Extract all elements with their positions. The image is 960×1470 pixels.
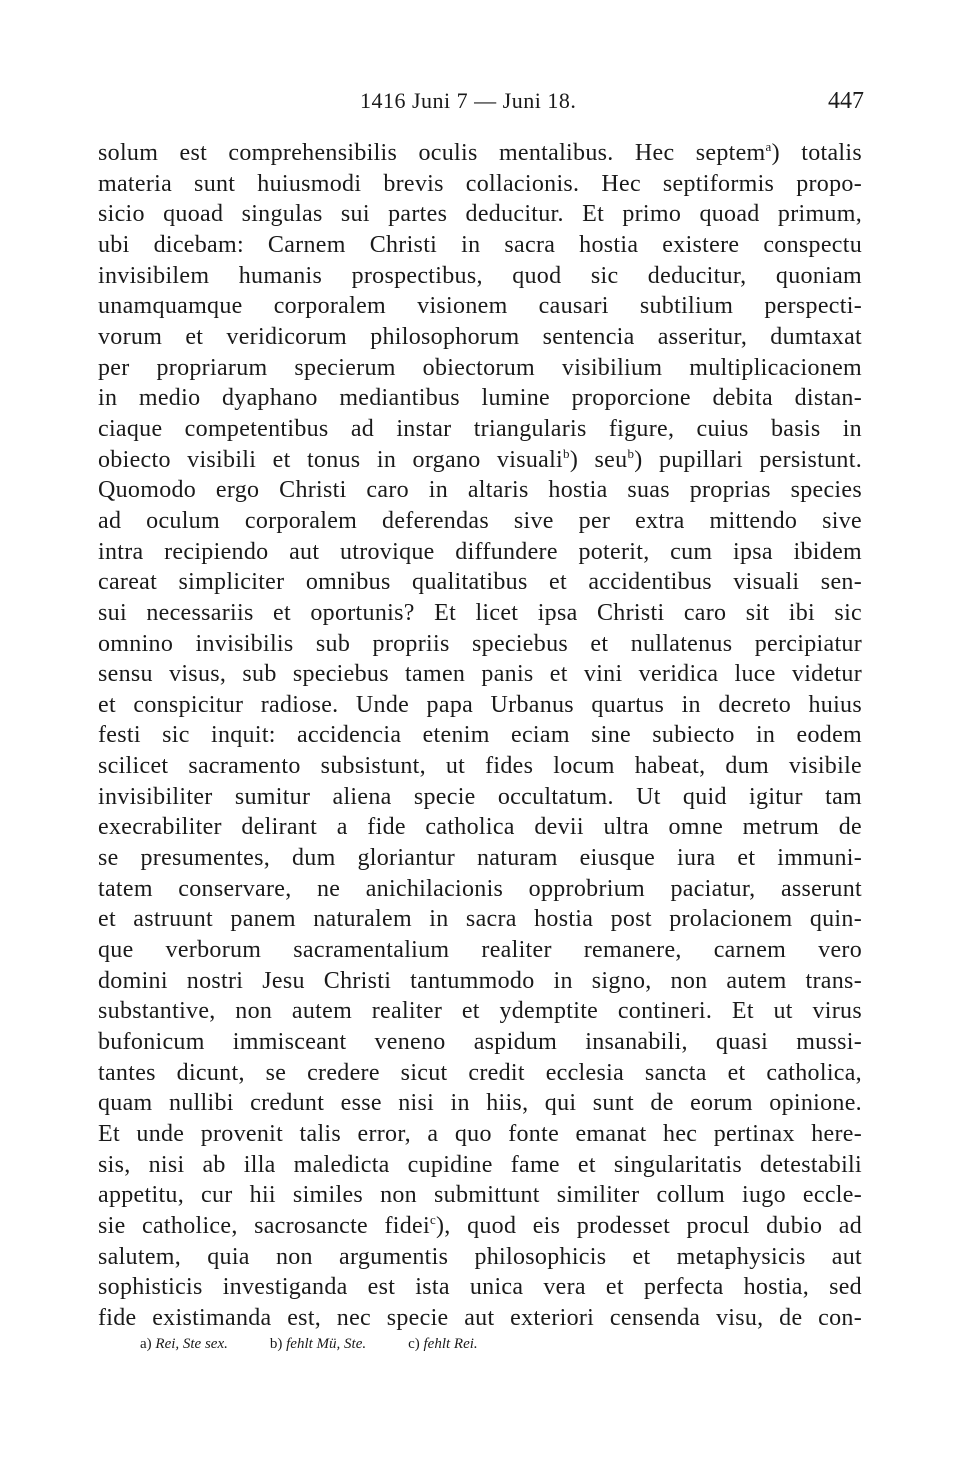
line-text: que verborum sacramentalium realiter remanere, carnem vero (98, 937, 862, 964)
text-line (98, 720, 862, 751)
text-line (98, 475, 862, 506)
text-line (98, 690, 862, 721)
text-line (98, 230, 862, 261)
line-text: salutem, quia non argumentis philosophicis et metaphysicis aut (98, 1243, 862, 1270)
line-text: se presumentes, dum gloriantur naturam eiusque iura et immuni- (98, 845, 862, 872)
text-line (98, 1119, 862, 1150)
line-text: festi sic inquit: accidencia etenim eciam sine subiecto in eodem (98, 722, 862, 749)
footnote-ref: a (765, 139, 772, 154)
line-text: invisibilem humanis prospectibus, quod sic deducitur, quoniam (98, 262, 862, 289)
line-text: Quomodo ergo Christi caro in altaris hostia suas proprias species (98, 477, 862, 504)
line-text: ubi dicebam: Carnem Christi in sacra hostia existere conspectu (98, 231, 862, 258)
footnote-text: fehlt Mü, Ste. (286, 1336, 367, 1352)
line-text: materia sunt huiusmodi brevis collacionis. Hec septiformis propo- (98, 170, 862, 197)
running-head: 1416 Juni 7 — Juni 18. (360, 88, 577, 113)
line-text: ) totalis (771, 140, 862, 166)
line-text: et conspicitur radiose. Unde papa Urbanus quartus in decreto huius (98, 691, 862, 718)
footnote (408, 1336, 478, 1353)
line-text: omnino invisibilis sub propriis speciebus et nullatenus percipiatur (98, 630, 862, 657)
line-text: careat simpliciter omnibus qualitatibus et accidentibus visuali sen- (98, 569, 862, 596)
footnote-mark: c) (408, 1336, 424, 1352)
text-line (98, 751, 862, 782)
text-line (98, 199, 862, 230)
line-text: execrabiliter delirant a fide catholica devii ultra omne metrum de (98, 814, 862, 841)
text-line (98, 1150, 862, 1181)
text-line (98, 629, 862, 660)
line-text: sui necessariis et oportunis? Et licet ipsa Christi caro sit ibi sic (98, 599, 862, 626)
text-line (98, 537, 862, 568)
line-text: domini nostri Jesu Christi tantummodo in signo, non autem trans- (98, 967, 862, 994)
text-line (98, 904, 862, 935)
line-text: ciaque competentibus ad instar triangularis figure, cuius basis in (98, 415, 862, 442)
line-text: sis, nisi ab illa maledicta cupidine fame et singularitatis detestabili (98, 1151, 862, 1178)
text-line (98, 996, 862, 1027)
line-text: bufonicum immisceant veneno aspidum insanabili, quasi mussi- (98, 1029, 862, 1056)
footnote-ref: c (429, 1211, 437, 1227)
line-text: obiecto visibili et tonus in organo visuali (98, 446, 564, 473)
text-line (98, 506, 862, 537)
text-line (98, 935, 862, 966)
line-text: substantive, non autem realiter et ydemptite contineri. Et ut virus (98, 998, 862, 1025)
line-text: fide existimanda est, nec specie aut exteriori censenda visu, de con- (98, 1304, 862, 1331)
line-text: invisibiliter sumitur aliena specie occultatum. Ut quid igitur tam (98, 783, 862, 810)
text-line (98, 414, 862, 445)
text-line (98, 1211, 862, 1242)
text-line (98, 353, 862, 384)
footnote (140, 1336, 228, 1353)
text-line (98, 383, 862, 414)
line-text: per propriarum specierum obiectorum visibilium multiplicacionem (98, 354, 862, 381)
text-line (98, 966, 862, 997)
footnote-mark: a) (140, 1336, 156, 1352)
line-text: ), quod eis prodesset procul dubio ad (436, 1212, 862, 1239)
text-line (98, 1242, 862, 1273)
footnote-ref: b (563, 445, 570, 461)
line-text: sensu visus, sub speciebus tamen panis et vini veridica luce videtur (98, 661, 862, 688)
line-text: quam nullibi credunt esse nisi in hiis, qui sunt de eorum opinione. (98, 1090, 862, 1117)
text-line (98, 659, 862, 690)
line-text: appetitu, cur hii similes non submittunt similiter collum iugo eccle- (98, 1182, 862, 1209)
footnote (270, 1336, 366, 1353)
line-text: sophisticis investiganda est ista unica vera et perfecta hostia, sed (98, 1274, 862, 1301)
text-line (98, 1088, 862, 1119)
text-line (98, 322, 862, 353)
footnotes (140, 1336, 520, 1353)
line-text: ) pupillari persistunt. (634, 446, 862, 473)
line-text: in medio dyaphano mediantibus lumine proporcione debita distan- (98, 385, 862, 412)
page-number: 447 (828, 88, 864, 114)
text-line (98, 782, 862, 813)
line-text: tatem conservare, ne anichilacionis opprobrium paciatur, asserunt (98, 875, 862, 902)
text-line (98, 1180, 862, 1211)
line-text: ) seu (569, 446, 628, 473)
text-line (98, 138, 862, 169)
text-line (98, 169, 862, 200)
text-line (98, 874, 862, 905)
text-line (98, 1303, 862, 1334)
footnote-mark: b) (269, 1336, 287, 1352)
line-text: intra recipiendo aut utrovique diffundere poterit, cum ipsa ibidem (98, 538, 862, 565)
text-line (98, 1272, 862, 1303)
text-line (98, 1027, 862, 1058)
line-text: tantes dicunt, se credere sicut credit ecclesia sancta et catholica, (98, 1059, 862, 1086)
text-line (98, 261, 862, 292)
line-text: ad oculum corporalem deferendas sive per extra mittendo sive (98, 507, 862, 534)
line-text: scilicet sacramento subsistunt, ut fides locum habeat, dum visibile (98, 753, 862, 780)
page-header (0, 88, 960, 118)
line-text: sicio quoad singulas sui partes deducitur. Et primo quoad primum, (98, 201, 862, 228)
text-line (98, 843, 862, 874)
text-line (98, 567, 862, 598)
text-line (98, 812, 862, 843)
footnote-ref: b (627, 445, 635, 461)
line-text: solum est comprehensibilis oculis mentalibus. Hec septem (98, 140, 766, 166)
footnote-text: fehlt Rei. (423, 1336, 478, 1352)
body-text (98, 138, 862, 1334)
line-text: et astruunt panem naturalem in sacra hostia post prolacionem quin- (98, 906, 862, 933)
text-line (98, 291, 862, 322)
text-line (98, 1058, 862, 1089)
line-text: Et unde provenit talis error, a quo fonte emanat hec pertinax here- (98, 1121, 862, 1147)
text-line (98, 445, 862, 476)
footnote-text: Rei, Ste sex. (155, 1336, 228, 1352)
line-text: vorum et veridicorum philosophorum sentencia asseritur, dumtaxat (98, 323, 862, 350)
text-line (98, 598, 862, 629)
line-text: unamquamque corporalem visionem causari subtilium perspecti- (98, 293, 862, 320)
line-text: sie catholice, sacrosancte fidei (98, 1212, 430, 1239)
